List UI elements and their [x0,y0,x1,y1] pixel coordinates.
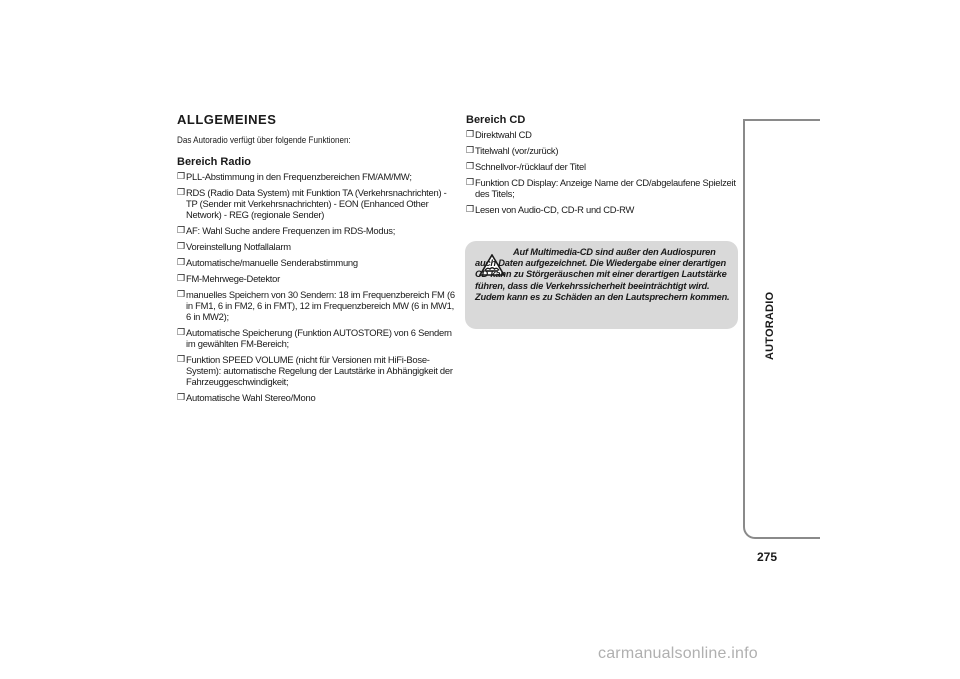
bullet-icon: ❒ [177,273,185,283]
list-item: ❒ RDS (Radio Data System) mit Funktion TA (Verkehrsnachrichten) - TP (Sender mit Verkehrsnachrichten) - EON (Enhanced Other Network) - REG (regionale Sender) [177,187,447,220]
bullet-icon: ❒ [177,257,185,267]
list-item: ❒ Direktwahl CD [466,129,532,140]
chapter-tab-frame [743,119,820,539]
list-item: ❒ PLL-Abstimmung in den Frequenzbereichen FM/AM/MW; [177,171,412,182]
list-item: ❒ Lesen von Audio-CD, CD-R und CD-RW [466,204,635,215]
cd-feature-list [466,129,742,215]
chapter-label: AUTORADIO [764,291,776,360]
list-item: ❒ manuelles Speichern von 30 Sendern: 18 im Frequenzbereich FM (6 in FM1, 6 in FM2, 6 in FMT), 12 im Frequenzbereich MW (6 in MW1, 6 in MW2); [177,289,455,322]
bullet-icon: ❒ [177,392,185,402]
intro-text: Das Autoradio verfügt über folgende Funktionen: [177,135,351,146]
left-column [177,112,459,408]
bullet-icon: ❒ [466,145,474,155]
bullet-icon: ❒ [177,354,185,364]
list-item: ❒ Schnellvor-/rücklauf der Titel [466,161,586,172]
list-item: ❒ Automatische/manuelle Senderabstimmung [177,257,358,268]
bullet-icon: ❒ [466,204,474,214]
bullet-icon: ❒ [177,171,185,181]
list-item: ❒ Automatische Speicherung (Funktion AUTOSTORE) von 6 Sendern im gewählten FM-Bereich; [177,327,452,349]
list-item: ❒ FM-Mehrwege-Detektor [177,273,280,284]
warning-note-box [465,241,738,329]
bullet-icon: ❒ [177,225,185,235]
list-item: ❒ Funktion SPEED VOLUME (nicht für Versionen mit HiFi-Bose-System): automatische Regelung der Lautstärke in Abhängigkeit der Fahrzeuggeschwindigkeit; [177,354,453,387]
bullet-icon: ❒ [177,241,185,251]
watermark-text: carmanualsonline.info [598,645,758,662]
radio-subheading: Bereich Radio [177,156,251,168]
section-heading: ALLGEMEINES [177,112,277,127]
list-item: ❒ AF: Wahl Suche andere Frequenzen im RDS-Modus; [177,225,396,236]
bullet-icon: ❒ [466,177,474,187]
bullet-icon: ❒ [177,187,185,197]
list-item: ❒ Automatische Wahl Stereo/Mono [177,392,316,403]
cd-subheading: Bereich CD [466,114,526,126]
bullet-icon: ❒ [177,327,185,337]
warning-note-text: Auf Multimedia-CD sind außer den Audiospuren auch Daten aufgezeichnet. Die Wiedergabe einer derartigen CD kann zu Störgeräuschen mit einer derartigen Lautstärke führen, dass die Verkehrssicherheit beeinträchtigt wird. Zudem kann es zu Schäden an den Lautsprechern kommen. [475,247,730,302]
list-item: ❒ Funktion CD Display: Anzeige Name der CD/abgelaufene Spielzeit des Titels; [466,177,736,199]
right-column [466,112,742,220]
bullet-icon: ❒ [466,161,474,171]
radio-feature-list [177,171,459,403]
chapter-tab-top-line [743,119,820,121]
list-item: ❒ Voreinstellung Notfallalarm [177,241,291,252]
page-number: 275 [757,550,778,564]
list-item: ❒ Titelwahl (vor/zurück) [466,145,559,156]
bullet-icon: ❒ [466,129,474,139]
bullet-icon: ❒ [177,289,185,299]
